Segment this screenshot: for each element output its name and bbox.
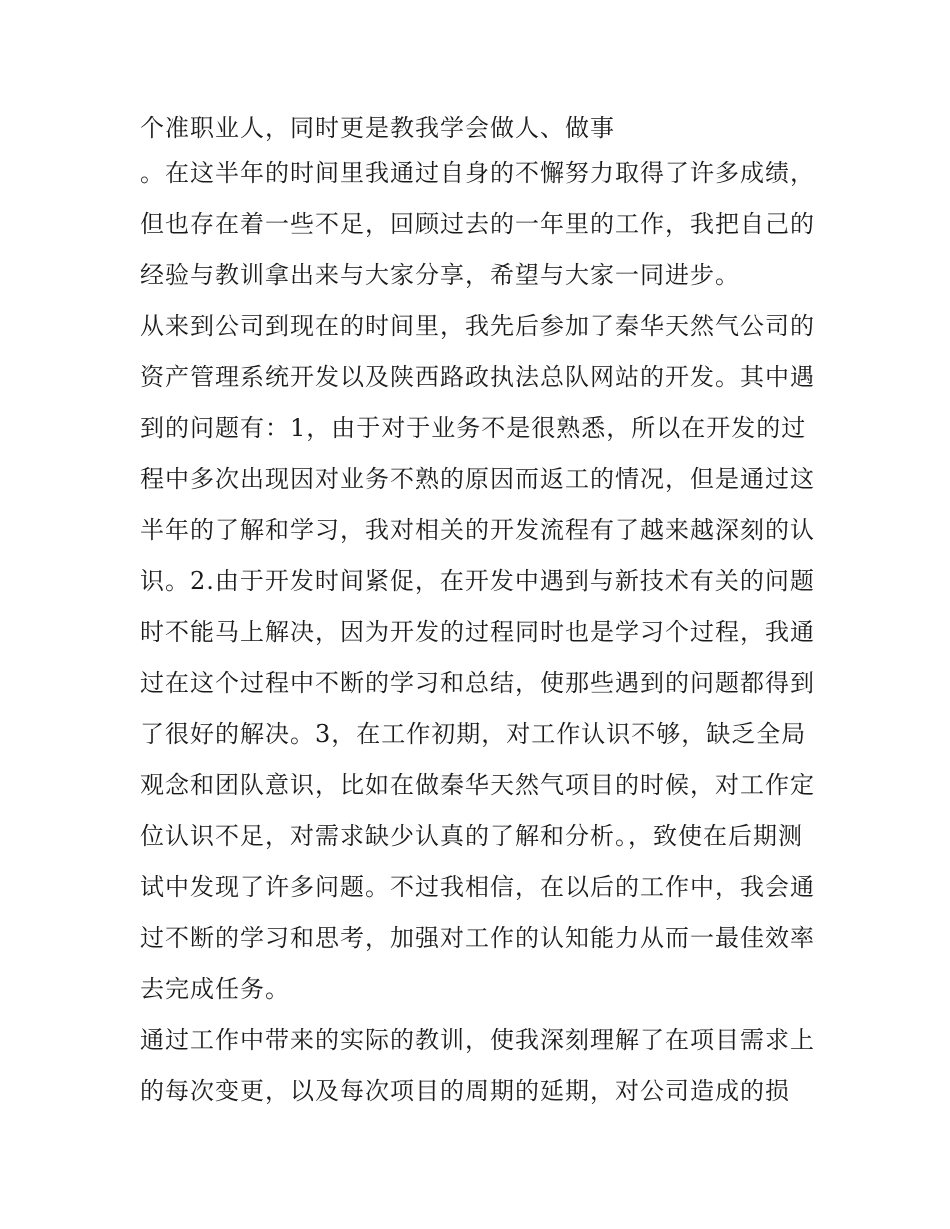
text-line: 。在这半年的时间里我通过自身的不懈努力取得了许多成绩， [140, 159, 815, 187]
text-line: 到的问题有：1，由于对于业务不是很熟悉，所以在开发的过 [140, 414, 807, 442]
text-line: 通过工作中带来的实际的教训，使我深刻理解了在项目需求上 [140, 1026, 815, 1054]
text-line: 程中多次出现因对业务不熟的原因而返工的情况，但是通过这 [140, 465, 815, 493]
text-line: 从来到公司到现在的时间里，我先后参加了秦华天然气公司的 [140, 312, 815, 340]
text-line: 资产管理系统开发以及陕西路政执法总队网站的开发。其中遇 [140, 363, 815, 391]
text-line: 观念和团队意识，比如在做秦华天然气项目的时候，对工作定 [140, 771, 815, 799]
text-line: 的每次变更，以及每次项目的周期的延期，对公司造成的损 [140, 1077, 790, 1105]
text-line: 去完成任务。 [140, 975, 290, 1003]
text-line: 过不断的学习和思考，加强对工作的认知能力从而一最佳效率 [140, 924, 815, 952]
text-line: 经验与教训拿出来与大家分享，希望与大家一同进步。 [140, 261, 740, 289]
text-line: 试中发现了许多问题。不过我相信，在以后的工作中，我会通 [140, 873, 815, 901]
body-text [140, 108, 820, 1117]
text-line: 时不能马上解决，因为开发的过程同时也是学习个过程，我通 [140, 618, 815, 646]
text-line: 位认识不足，对需求缺少认真的了解和分析。，致使在后期测 [140, 822, 803, 850]
text-line: 个准职业人，同时更是教我学会做人、做事 [140, 114, 615, 142]
text-line: 了很好的解决。3，在工作初期，对工作认识不够，缺乏全局 [140, 720, 807, 748]
text-line: 过在这个过程中不断的学习和总结，使那些遇到的问题都得到 [140, 669, 815, 697]
text-line: 识。2.由于开发时间紧促，在开发中遇到与新技术有关的问题 [140, 567, 815, 595]
text-line: 半年的了解和学习，我对相关的开发流程有了越来越深刻的认 [140, 516, 815, 544]
text-line: 但也存在着一些不足，回顾过去的一年里的工作，我把自己的 [140, 210, 815, 238]
